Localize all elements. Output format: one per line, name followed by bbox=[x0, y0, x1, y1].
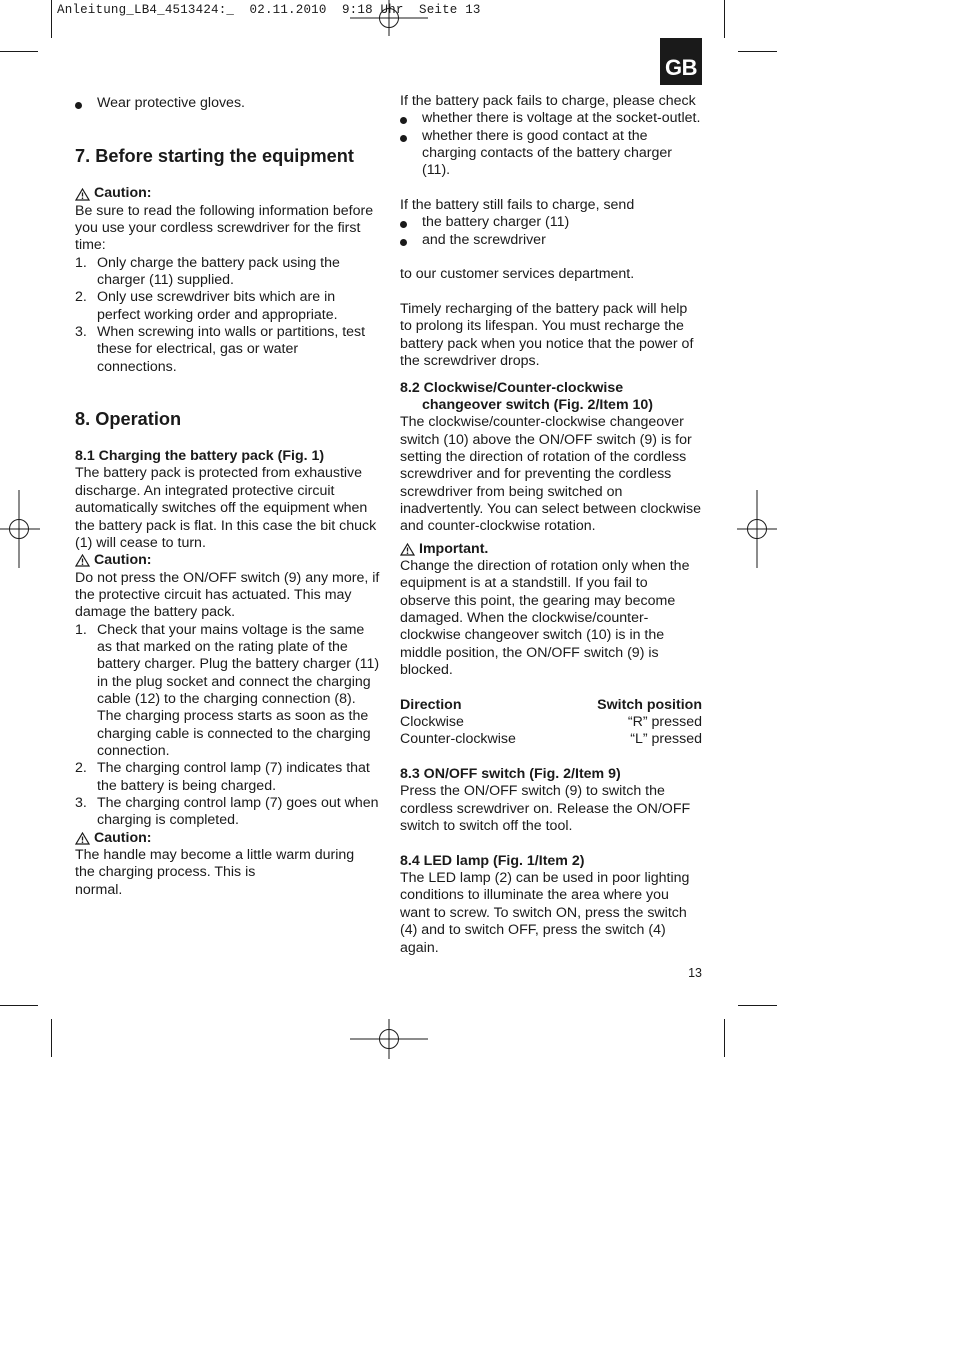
list-item: the battery charger (11) bbox=[400, 214, 702, 231]
direction-table bbox=[400, 697, 702, 749]
crop-mark-tr-v bbox=[724, 0, 725, 38]
caution-label: Caution: bbox=[94, 552, 152, 569]
warning-triangle-icon bbox=[75, 188, 90, 201]
item-number: 3. bbox=[75, 324, 87, 341]
table-cell-direction: Clockwise bbox=[400, 714, 464, 731]
caution-label: Caution: bbox=[94, 185, 152, 202]
list-item bbox=[75, 795, 380, 830]
list-item bbox=[75, 324, 380, 376]
section-8-3-title: 8.3 ON/OFF switch (Fig. 2/Item 9) bbox=[400, 766, 621, 783]
crop-mark-tl-h bbox=[0, 51, 38, 52]
list-item bbox=[75, 760, 380, 795]
table-cell-position: “R” pressed bbox=[627, 714, 702, 731]
section-8-1-text: The battery pack is protected from exhaustive discharge. An integrated protective circuit automatically switches off the equipment when the battery pack is flat. In this case the bit chuck (1) will cease to turn. bbox=[75, 465, 377, 551]
section-7-intro: Be sure to read the following information before you use your cordless screwdriver for the first time: bbox=[75, 202, 374, 254]
item-text: Check that your mains voltage is the same as that marked on the rating plate of the battery charger. Plug the battery charger (11) in the plug socket and connect the charging cable (12) to the charging connection (8). The charging process starts as soon as the charging cable is connected to the charging connection. bbox=[97, 621, 380, 759]
crop-mark-tr-h bbox=[738, 51, 777, 52]
fail-intro: If the battery pack fails to charge, please check bbox=[400, 93, 696, 109]
table-cell-position: “L” pressed bbox=[630, 731, 702, 748]
item-text: The charging control lamp (7) goes out when charging is completed. bbox=[97, 795, 379, 829]
important-heading bbox=[400, 541, 702, 558]
crop-mark-bl-v bbox=[51, 1019, 52, 1057]
warning-triangle-icon bbox=[400, 543, 415, 556]
item-text: Only use screwdriver bits which are in perfect working order and appropriate. bbox=[97, 289, 338, 323]
section-8-2-title: 8.2 Clockwise/Counter-clockwise bbox=[400, 379, 624, 396]
item-text: The charging control lamp (7) indicates that the battery is being charged. bbox=[97, 760, 370, 794]
section-8-4-title: 8.4 LED lamp (Fig. 1/Item 2) bbox=[400, 852, 585, 869]
registration-mark-right bbox=[737, 490, 777, 568]
list-item: whether there is good contact at the charging contacts of the battery charger (11). bbox=[400, 128, 702, 180]
caution-heading bbox=[75, 185, 380, 202]
section-8-3-text: Press the ON/OFF switch (9) to switch the cordless screwdriver on. Release the ON/OFF switch to switch off the tool. bbox=[400, 783, 691, 835]
caution-label: Caution: bbox=[94, 829, 152, 846]
item-text: Only charge the battery pack using the charger (11) supplied. bbox=[97, 254, 340, 289]
registration-mark-left bbox=[0, 490, 40, 568]
caution-2-text: Do not press the ON/OFF switch (9) any more, if the protective circuit has actuated. This may damage the battery pack. bbox=[75, 569, 380, 621]
slug-page: Seite 13 bbox=[419, 3, 481, 17]
customer-service-text: to our customer services department. bbox=[400, 266, 635, 283]
list-item: and the screwdriver bbox=[400, 232, 702, 249]
section-8-1-title: 8.1 Charging the battery pack (Fig. 1) bbox=[75, 448, 325, 465]
crop-mark-tl-v bbox=[51, 0, 52, 38]
right-column bbox=[400, 93, 702, 957]
list-item bbox=[75, 255, 380, 290]
item-number: 1. bbox=[75, 621, 87, 638]
left-column bbox=[75, 95, 380, 899]
crop-mark-bl-h bbox=[0, 1005, 38, 1006]
important-text: Change the direction of rotation only when the equipment is at a standstill. If you fail to observe this point, the gearing may become damaged. When the clockwise/counter-clockwise changeover switch (10) is in the middle position, the ON/OFF switch (9) is blocked. bbox=[400, 557, 690, 678]
warning-triangle-icon bbox=[75, 554, 90, 567]
section-7-title: 7. Before starting the equipment bbox=[75, 146, 354, 167]
section-8-2-text: The clockwise/counter-clockwise changeover switch (10) above the ON/OFF switch (9) is for setting the direction of rotation of the cordless screwdriver and for preventing the cordless screwdriver from being switched on inadvertently. You can select between clockwise and counter-clockwise rotation. bbox=[400, 414, 702, 535]
list-item bbox=[75, 622, 380, 761]
crop-mark-br-v bbox=[724, 1019, 725, 1057]
item-text: When screwing into walls or partitions, test these for electrical, gas or water connections. bbox=[97, 324, 366, 375]
slug-time: 9:18 Uhr bbox=[341, 3, 404, 17]
table-row bbox=[400, 731, 702, 748]
slug-date: 02.11.2010 bbox=[249, 3, 327, 17]
caution-3-line: normal. bbox=[75, 881, 123, 898]
table-header-switch-position: Switch position bbox=[597, 696, 702, 713]
registration-mark-top bbox=[350, 0, 428, 40]
caution-heading bbox=[75, 552, 380, 569]
table-header-row bbox=[400, 697, 702, 714]
item-number: 2. bbox=[75, 289, 87, 306]
table-header-direction: Direction bbox=[400, 696, 462, 713]
section-8-2-title-cont: changeover switch (Fig. 2/Item 10) bbox=[422, 396, 654, 413]
item-number: 1. bbox=[75, 254, 87, 271]
language-tab: GB bbox=[660, 38, 702, 85]
caution-3-line: the charging process. This is bbox=[75, 864, 256, 881]
table-row bbox=[400, 714, 702, 731]
warning-triangle-icon bbox=[75, 832, 90, 845]
slug-file: Anleitung_LB4_4513424:_ bbox=[57, 3, 235, 17]
item-number: 3. bbox=[75, 795, 87, 811]
page-number: 13 bbox=[688, 966, 702, 980]
list-item: Wear protective gloves. bbox=[75, 95, 380, 112]
important-label: Important. bbox=[419, 540, 489, 557]
caution-heading bbox=[75, 830, 380, 847]
item-number: 2. bbox=[75, 760, 87, 777]
registration-mark-bottom bbox=[350, 1019, 428, 1059]
list-item bbox=[75, 289, 380, 324]
table-cell-direction: Counter-clockwise bbox=[400, 731, 516, 748]
crop-mark-br-h bbox=[738, 1005, 777, 1006]
caution-3-line: The handle may become a little warm during bbox=[75, 847, 355, 864]
still-fail-text: If the battery still fails to charge, send bbox=[400, 197, 635, 214]
list-item: whether there is voltage at the socket-outlet. bbox=[400, 110, 702, 127]
section-8-title: 8. Operation bbox=[75, 409, 182, 430]
timely-recharging-text: Timely recharging of the battery pack will help to prolong its lifespan. You must recharge the battery pack when you notice that the power of the screwdriver drops. bbox=[400, 301, 694, 370]
section-8-4-text: The LED lamp (2) can be used in poor lighting conditions to illuminate the area where you want to screw. To switch ON, press the switch (4) and to switch OFF, press the switch (4) again. bbox=[400, 870, 690, 956]
